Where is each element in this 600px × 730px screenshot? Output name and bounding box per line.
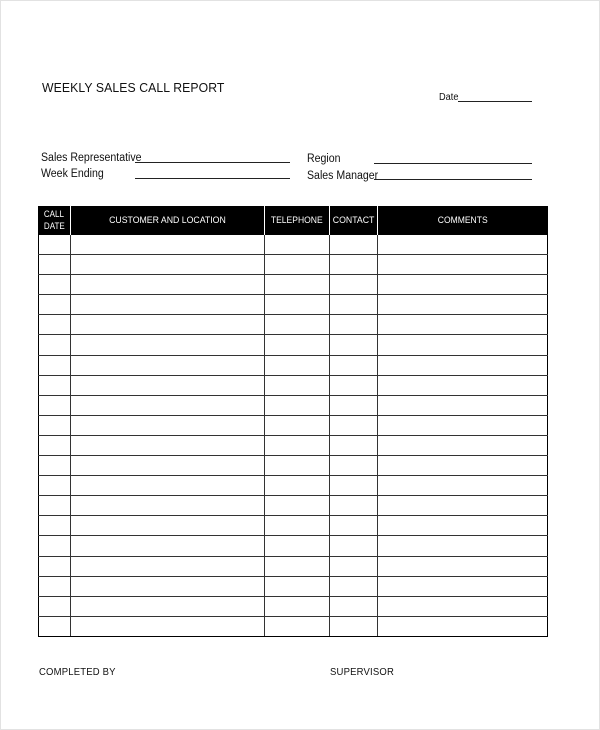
comments-cell[interactable] [378,556,548,576]
telephone-cell[interactable] [265,576,330,596]
comments-cell[interactable] [378,275,548,295]
call-date-cell[interactable] [39,456,71,476]
week-ending-label: Week Ending [41,168,104,180]
telephone-cell[interactable] [265,275,330,295]
comments-cell[interactable] [378,295,548,315]
contact-cell[interactable] [330,576,378,596]
contact-cell[interactable] [330,275,378,295]
contact-cell[interactable] [330,435,378,455]
contact-cell[interactable] [330,375,378,395]
comments-cell[interactable] [378,536,548,556]
header-call-date: CALL DATE [39,206,71,235]
header-telephone: TELEPHONE [265,206,330,235]
call-date-cell[interactable] [39,275,71,295]
telephone-cell[interactable] [265,395,330,415]
telephone-cell[interactable] [265,456,330,476]
customer-location-cell[interactable] [71,235,265,255]
customer-location-cell[interactable] [71,576,265,596]
telephone-cell[interactable] [265,315,330,335]
telephone-cell[interactable] [265,556,330,576]
telephone-cell[interactable] [265,375,330,395]
table-row [39,275,548,295]
call-date-cell[interactable] [39,616,71,636]
table-row [39,375,548,395]
telephone-cell[interactable] [265,596,330,616]
call-date-cell[interactable] [39,255,71,275]
comments-cell[interactable] [378,375,548,395]
header-comments: COMMENTS [378,206,548,235]
contact-cell[interactable] [330,315,378,335]
table-row [39,616,548,636]
telephone-cell[interactable] [265,415,330,435]
table-row [39,496,548,516]
customer-location-cell[interactable] [71,496,265,516]
sales-rep-field[interactable] [135,162,290,163]
table-header-row [39,206,548,235]
telephone-cell[interactable] [265,516,330,536]
telephone-cell[interactable] [265,496,330,516]
comments-cell[interactable] [378,255,548,275]
call-date-cell[interactable] [39,596,71,616]
contact-cell[interactable] [330,556,378,576]
contact-cell[interactable] [330,456,378,476]
customer-location-cell[interactable] [71,596,265,616]
table-row [39,355,548,375]
call-date-cell[interactable] [39,395,71,415]
table-row [39,335,548,355]
table-row [39,596,548,616]
telephone-cell[interactable] [265,355,330,375]
contact-cell[interactable] [330,496,378,516]
table-row [39,295,548,315]
customer-location-cell[interactable] [71,415,265,435]
comments-cell[interactable] [378,315,548,335]
completed-by-label: COMPLETED BY [39,667,116,678]
sales-manager-label: Sales Manager [307,170,379,182]
call-date-cell[interactable] [39,295,71,315]
telephone-cell[interactable] [265,476,330,496]
table-row [39,576,548,596]
contact-cell[interactable] [330,476,378,496]
table-row [39,315,548,335]
comments-cell[interactable] [378,616,548,636]
call-date-cell[interactable] [39,476,71,496]
table-row [39,415,548,435]
table-row [39,235,548,255]
customer-location-cell[interactable] [71,395,265,415]
telephone-cell[interactable] [265,536,330,556]
table-row [39,516,548,536]
date-label: Date [439,92,459,103]
comments-cell[interactable] [378,476,548,496]
contact-cell[interactable] [330,295,378,315]
call-date-cell[interactable] [39,335,71,355]
table-row [39,435,548,455]
customer-location-cell[interactable] [71,476,265,496]
sales-manager-field[interactable] [374,179,532,180]
comments-cell[interactable] [378,516,548,536]
customer-location-cell[interactable] [71,556,265,576]
report-title: WEEKLY SALES CALL REPORT [42,80,225,95]
call-date-cell[interactable] [39,576,71,596]
contact-cell[interactable] [330,596,378,616]
customer-location-cell[interactable] [71,295,265,315]
week-ending-field[interactable] [135,178,290,179]
table-row [39,456,548,476]
contact-cell[interactable] [330,395,378,415]
table-row [39,476,548,496]
telephone-cell[interactable] [265,616,330,636]
comments-cell[interactable] [378,456,548,476]
call-date-cell[interactable] [39,415,71,435]
telephone-cell[interactable] [265,435,330,455]
call-date-cell[interactable] [39,355,71,375]
comments-cell[interactable] [378,415,548,435]
telephone-cell[interactable] [265,295,330,315]
sales-rep-label: Sales Representative [41,152,142,164]
comments-cell[interactable] [378,576,548,596]
customer-location-cell[interactable] [71,435,265,455]
call-date-cell[interactable] [39,375,71,395]
customer-location-cell[interactable] [71,335,265,355]
call-date-cell[interactable] [39,435,71,455]
region-field[interactable] [374,163,532,164]
customer-location-cell[interactable] [71,355,265,375]
comments-cell[interactable] [378,496,548,516]
customer-location-cell[interactable] [71,616,265,636]
contact-cell[interactable] [330,536,378,556]
customer-location-cell[interactable] [71,375,265,395]
call-date-cell[interactable] [39,516,71,536]
call-date-cell[interactable] [39,536,71,556]
call-date-cell[interactable] [39,235,71,255]
contact-cell[interactable] [330,235,378,255]
table-row [39,395,548,415]
comments-cell[interactable] [378,235,548,255]
table-row [39,255,548,275]
contact-cell[interactable] [330,516,378,536]
contact-cell[interactable] [330,255,378,275]
call-report-table [38,206,548,637]
customer-location-cell[interactable] [71,315,265,335]
customer-location-cell[interactable] [71,255,265,275]
contact-cell[interactable] [330,616,378,636]
contact-cell[interactable] [330,415,378,435]
date-field[interactable] [458,101,532,102]
telephone-cell[interactable] [265,255,330,275]
call-date-cell[interactable] [39,556,71,576]
comments-cell[interactable] [378,596,548,616]
customer-location-cell[interactable] [71,536,265,556]
region-label: Region [307,153,341,165]
customer-location-cell[interactable] [71,516,265,536]
table-row [39,536,548,556]
supervisor-label: SUPERVISOR [330,667,395,678]
call-date-cell[interactable] [39,496,71,516]
contact-cell[interactable] [330,335,378,355]
comments-cell[interactable] [378,435,548,455]
comments-cell[interactable] [378,335,548,355]
telephone-cell[interactable] [265,335,330,355]
comments-cell[interactable] [378,355,548,375]
customer-location-cell[interactable] [71,275,265,295]
telephone-cell[interactable] [265,235,330,255]
call-date-cell[interactable] [39,315,71,335]
customer-location-cell[interactable] [71,456,265,476]
header-contact: CONTACT [330,206,378,235]
table-row [39,556,548,576]
comments-cell[interactable] [378,395,548,415]
contact-cell[interactable] [330,355,378,375]
header-customer-location: CUSTOMER AND LOCATION [71,206,265,235]
